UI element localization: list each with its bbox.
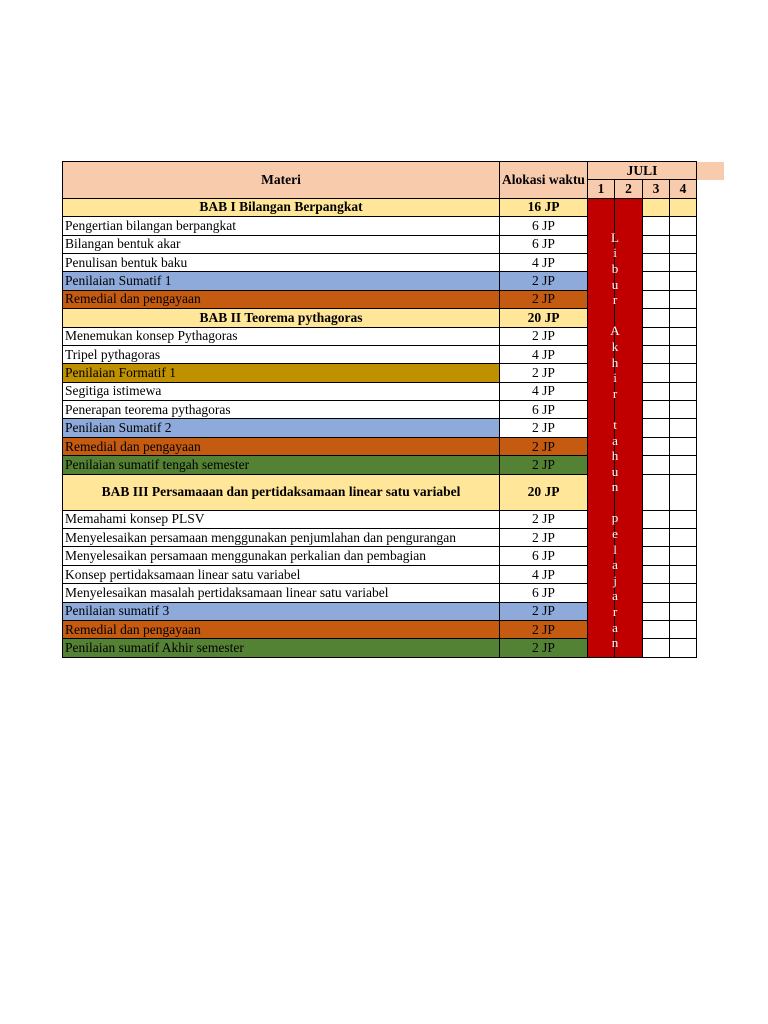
- week-4-cell: [670, 327, 697, 345]
- materi-cell: Menyelesaikan persamaan menggunakan penjumlahan dan pengurangan: [63, 529, 500, 547]
- week-4-cell: [670, 474, 697, 510]
- jp-cell: 6 JP: [500, 547, 588, 565]
- alokasi-header: Alokasi waktu: [500, 162, 588, 199]
- header-row: [63, 162, 724, 180]
- week-3-cell: [643, 217, 670, 235]
- spacer-cell: [697, 419, 724, 437]
- materi-cell: Penerapan teorema pythagoras: [63, 401, 500, 419]
- week-3-cell: [643, 565, 670, 583]
- week-3-cell: [643, 602, 670, 620]
- jp-cell: 2 JP: [500, 620, 588, 638]
- week-4-cell: [670, 382, 697, 400]
- materi-cell: Pengertian bilangan berpangkat: [63, 217, 500, 235]
- week-2-header: 2: [615, 180, 643, 198]
- spacer-cell: [697, 584, 724, 602]
- materi-cell: Segitiga istimewa: [63, 382, 500, 400]
- holiday-column-week2: [610, 198, 643, 657]
- week-3-cell: [643, 327, 670, 345]
- week-4-cell: [670, 437, 697, 455]
- week-3-cell: [643, 345, 670, 363]
- spacer-cell: [697, 565, 724, 583]
- week-3-cell: [643, 620, 670, 638]
- week-4-cell: [670, 401, 697, 419]
- jp-cell: 4 JP: [500, 345, 588, 363]
- spacer-cell: [697, 602, 724, 620]
- week-4-cell: [670, 290, 697, 308]
- materi-cell: Penilaian Sumatif 1: [63, 272, 500, 290]
- spacer-cell: [697, 327, 724, 345]
- week-3-cell: [643, 235, 670, 253]
- jp-cell: 6 JP: [500, 584, 588, 602]
- week-1-header: 1: [588, 180, 615, 198]
- materi-cell: Memahami konsep PLSV: [63, 510, 500, 528]
- spacer-cell: [697, 401, 724, 419]
- materi-cell: Penilaian Sumatif 2: [63, 419, 500, 437]
- chapter-title: BAB III Persamaaan dan pertidaksamaan linear satu variabel: [63, 474, 500, 510]
- week-3-cell: [643, 639, 670, 657]
- jp-cell: 2 JP: [500, 639, 588, 657]
- jp-cell: 6 JP: [500, 235, 588, 253]
- jp-cell: 2 JP: [500, 419, 588, 437]
- week-3-cell: [643, 510, 670, 528]
- week-4-cell: [670, 547, 697, 565]
- spacer-cell: [697, 437, 724, 455]
- week-4-cell: [670, 639, 697, 657]
- week-3-cell: [643, 529, 670, 547]
- materi-cell: Konsep pertidaksamaan linear satu variabel: [63, 565, 500, 583]
- week-4-cell: [670, 198, 697, 216]
- week-4-cell: [670, 253, 697, 271]
- week-3-cell: [643, 272, 670, 290]
- week-3-cell: [643, 474, 670, 510]
- jp-cell: 6 JP: [500, 401, 588, 419]
- materi-cell: Remedial dan pengayaan: [63, 620, 500, 638]
- week-3-cell: [643, 309, 670, 327]
- spacer-cell: [697, 620, 724, 638]
- week-4-cell: [670, 235, 697, 253]
- week-3-cell: [643, 547, 670, 565]
- materi-cell: Penilaian sumatif tengah semester: [63, 456, 500, 474]
- jp-cell: 2 JP: [500, 437, 588, 455]
- spacer-cell: [697, 510, 724, 528]
- week-3-cell: [643, 419, 670, 437]
- materi-header: Materi: [63, 162, 500, 199]
- jp-cell: 2 JP: [500, 529, 588, 547]
- spacer-cell: [697, 217, 724, 235]
- month-header: JULI: [588, 162, 697, 180]
- week-3-cell: [643, 584, 670, 602]
- jp-cell: 4 JP: [500, 253, 588, 271]
- spacer-cell: [697, 290, 724, 308]
- week-4-header: 4: [670, 180, 697, 198]
- chapter-title: BAB II Teorema pythagoras: [63, 309, 500, 327]
- week-4-cell: [670, 510, 697, 528]
- materi-cell: Remedial dan pengayaan: [63, 290, 500, 308]
- materi-cell: Penilaian Formatif 1: [63, 364, 500, 382]
- spacer-cell: [697, 345, 724, 363]
- schedule-table: [62, 161, 724, 658]
- week-4-cell: [670, 345, 697, 363]
- materi-cell: Penilaian sumatif Akhir semester: [63, 639, 500, 657]
- week-4-cell: [670, 529, 697, 547]
- week-4-cell: [670, 565, 697, 583]
- week-4-cell: [670, 584, 697, 602]
- week-3-cell: [643, 364, 670, 382]
- jp-cell: 2 JP: [500, 272, 588, 290]
- week-4-cell: [670, 419, 697, 437]
- chapter-row: [63, 198, 724, 216]
- spacer-cell: [697, 547, 724, 565]
- spacer-cell: [697, 180, 724, 198]
- week-4-cell: [670, 456, 697, 474]
- spacer-cell: [697, 639, 724, 657]
- spacer-cell: [697, 364, 724, 382]
- materi-cell: Penulisan bentuk baku: [63, 253, 500, 271]
- week-4-cell: [670, 217, 697, 235]
- materi-cell: Menyelesaikan masalah pertidaksamaan linear satu variabel: [63, 584, 500, 602]
- spacer-cell: [697, 529, 724, 547]
- week-4-cell: [670, 309, 697, 327]
- week-3-cell: [643, 290, 670, 308]
- materi-cell: Menyelesaikan persamaan menggunakan perkalian dan pembagian: [63, 547, 500, 565]
- spacer-cell: [697, 198, 724, 216]
- jp-cell: 2 JP: [500, 510, 588, 528]
- jp-cell: 2 JP: [500, 327, 588, 345]
- week-3-cell: [643, 437, 670, 455]
- spacer-cell: [697, 253, 724, 271]
- spacer-cell: [697, 272, 724, 290]
- week-4-cell: [670, 272, 697, 290]
- week-3-header: 3: [643, 180, 670, 198]
- materi-cell: Tripel pythagoras: [63, 345, 500, 363]
- spacer-cell: [697, 235, 724, 253]
- jp-cell: 6 JP: [500, 217, 588, 235]
- chapter-title: BAB I Bilangan Berpangkat: [63, 198, 500, 216]
- week-4-cell: [670, 602, 697, 620]
- chapter-jp: 20 JP: [500, 309, 588, 327]
- week-4-cell: [670, 620, 697, 638]
- week-4-cell: [670, 364, 697, 382]
- spacer-cell: [697, 456, 724, 474]
- jp-cell: 2 JP: [500, 456, 588, 474]
- week-3-cell: [643, 253, 670, 271]
- chapter-jp: 20 JP: [500, 474, 588, 510]
- chapter-jp: 16 JP: [500, 198, 588, 216]
- week-3-cell: [643, 198, 670, 216]
- week-3-cell: [643, 401, 670, 419]
- jp-cell: 2 JP: [500, 364, 588, 382]
- spacer-cell: [697, 382, 724, 400]
- week-3-cell: [643, 382, 670, 400]
- spacer-cell: [697, 474, 724, 510]
- materi-cell: Bilangan bentuk akar: [63, 235, 500, 253]
- jp-cell: 2 JP: [500, 602, 588, 620]
- spacer-cell: [697, 309, 724, 327]
- jp-cell: 2 JP: [500, 290, 588, 308]
- jp-cell: 4 JP: [500, 565, 588, 583]
- week-3-cell: [643, 456, 670, 474]
- month-header-extension: [697, 162, 724, 180]
- materi-cell: Remedial dan pengayaan: [63, 437, 500, 455]
- jp-cell: 4 JP: [500, 382, 588, 400]
- holiday-label: L i b u r A k h i r t a h u n p e l a j a r a n: [610, 229, 620, 651]
- materi-cell: Menemukan konsep Pythagoras: [63, 327, 500, 345]
- materi-cell: Penilaian sumatif 3: [63, 602, 500, 620]
